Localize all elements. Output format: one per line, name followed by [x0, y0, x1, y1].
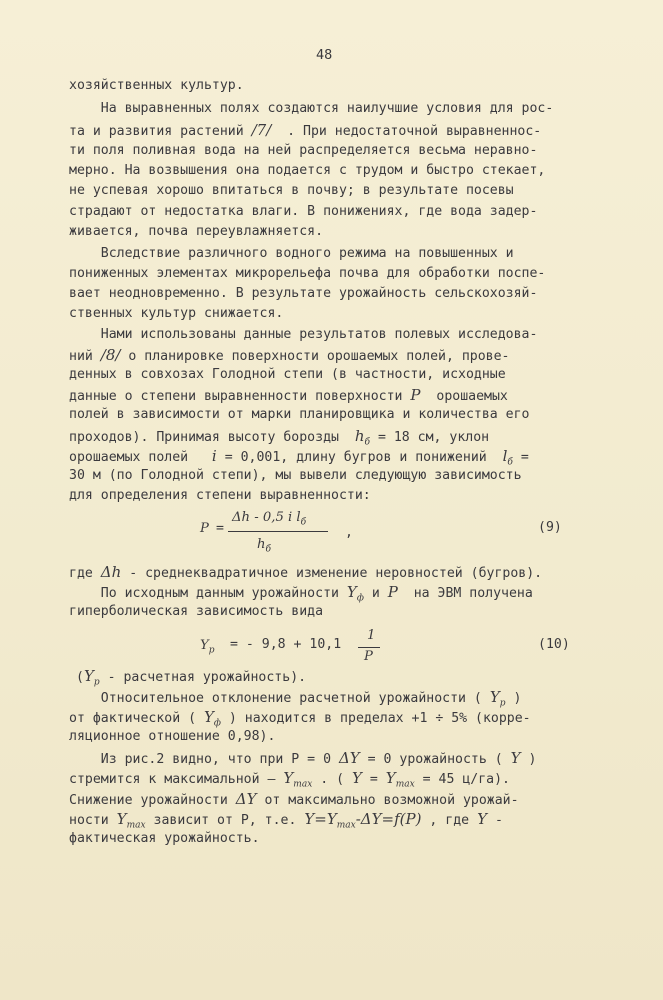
- formula-denominator: $h_б$: [257, 537, 271, 555]
- equation-number: (10): [538, 637, 570, 652]
- text-line: ний /8/ о планировке поверхности орошаемых полей, прове-: [69, 346, 510, 364]
- text-line: пониженных элементах микрорельефа почва для обработки поспе-: [69, 266, 546, 281]
- text-line: Нами использованы данные результатов полевых исследова-: [69, 327, 538, 342]
- text-line: вает неодновременно. В результате урожайность сельскохозяй-: [69, 286, 538, 301]
- page-number: 48: [316, 47, 333, 63]
- citation: /8/: [100, 346, 121, 364]
- fraction-bar: [358, 647, 380, 648]
- text-line: проходов). Принимая высоту борозды $h_б = 18$ см, уклон: [69, 427, 490, 448]
- formula-eq: =: [216, 521, 224, 536]
- text-line: ности $Y_{max}$ зависит от Р, т.е. $Y=Y_{max}-\Delta Y=f(P)$ , где Y -: [69, 810, 503, 831]
- text-line: По исходным данным урожайности $Y_ф$ и P на ЭВМ получена: [69, 583, 533, 604]
- equation-number: (9): [538, 520, 562, 535]
- formula-rhs: = - 9,8 + 10,1: [230, 637, 342, 652]
- text-line: фактическая урожайность.: [69, 831, 260, 846]
- text-line: от фактической ( $Y_ф$ ) находится в пределах +1 ÷ 5% (корре-: [69, 708, 531, 729]
- text-line: та и развития растений /7/ . При недостаточной выравненнос-: [69, 121, 542, 139]
- text-line: где Δh - среднеквадратичное изменение неровностей (бугров).: [69, 563, 543, 581]
- text-line: полей в зависимости от марки планировщика и количества его: [69, 407, 530, 422]
- text-line: гиперболическая зависимость вида: [69, 604, 324, 619]
- text-line: Из рис.2 видно, что при Р = 0 ΔY = 0 урожайность ( Y ): [69, 749, 537, 767]
- text-line: данные о степени выравненности поверхности P орошаемых: [69, 386, 508, 404]
- formula-lhs: P: [200, 521, 209, 536]
- text-line: На выравненных полях создаются наилучшие условия для рос-: [69, 101, 554, 116]
- formula-comma: ,: [345, 525, 353, 540]
- text-line: ственных культур снижается.: [69, 306, 284, 321]
- fraction-bar: [228, 531, 328, 532]
- formula-numerator: Δh - 0,5 i $l_б$: [232, 510, 307, 528]
- text-line: ляционное отношение 0,98).: [69, 729, 276, 744]
- text-line: денных в совхозах Голодной степи (в частности, исходные: [69, 367, 506, 382]
- text-line: страдают от недостатка влаги. В понижениях, где вода задер-: [69, 204, 538, 219]
- text-line: ($Y_p$ - расчетная урожайность).: [76, 667, 307, 688]
- text-line: хозяйственных культур.: [69, 78, 244, 93]
- text-line: Снижение урожайности ΔY от максимально возможной урожай-: [69, 790, 519, 808]
- text-line: 30 м (по Голодной степи), мы вывели следующую зависимость: [69, 468, 522, 483]
- text-line: Вследствие различного водного режима на повышенных и: [69, 246, 514, 261]
- text-line: Относительное отклонение расчетной урожайности ( $Y_p$ ): [69, 688, 522, 709]
- text-line: живается, почва переувлажняется.: [69, 224, 324, 239]
- formula-lhs: $Y_p$: [200, 638, 215, 656]
- text-line: не успевая хорошо впитаться в почву; в результате посевы: [69, 183, 514, 198]
- formula-numerator: 1: [367, 628, 376, 643]
- text-line: для определения степени выравненности:: [69, 488, 371, 503]
- citation: /7/: [251, 121, 272, 139]
- text-line: мерно. На возвышения она подается с трудом и быстро стекает,: [69, 163, 546, 178]
- text-line: стремится к максимальной — $Y_{max}$ . ( $Y = Y_{max} = 45$ ц/га).: [69, 769, 510, 790]
- formula-denominator: P: [364, 649, 373, 664]
- text-line: орошаемых полей i = 0,001, длину бугров и понижений $l_б$ =: [69, 447, 529, 468]
- text-line: ти поля поливная вода на ней распределяется весьма неравно-: [69, 143, 538, 158]
